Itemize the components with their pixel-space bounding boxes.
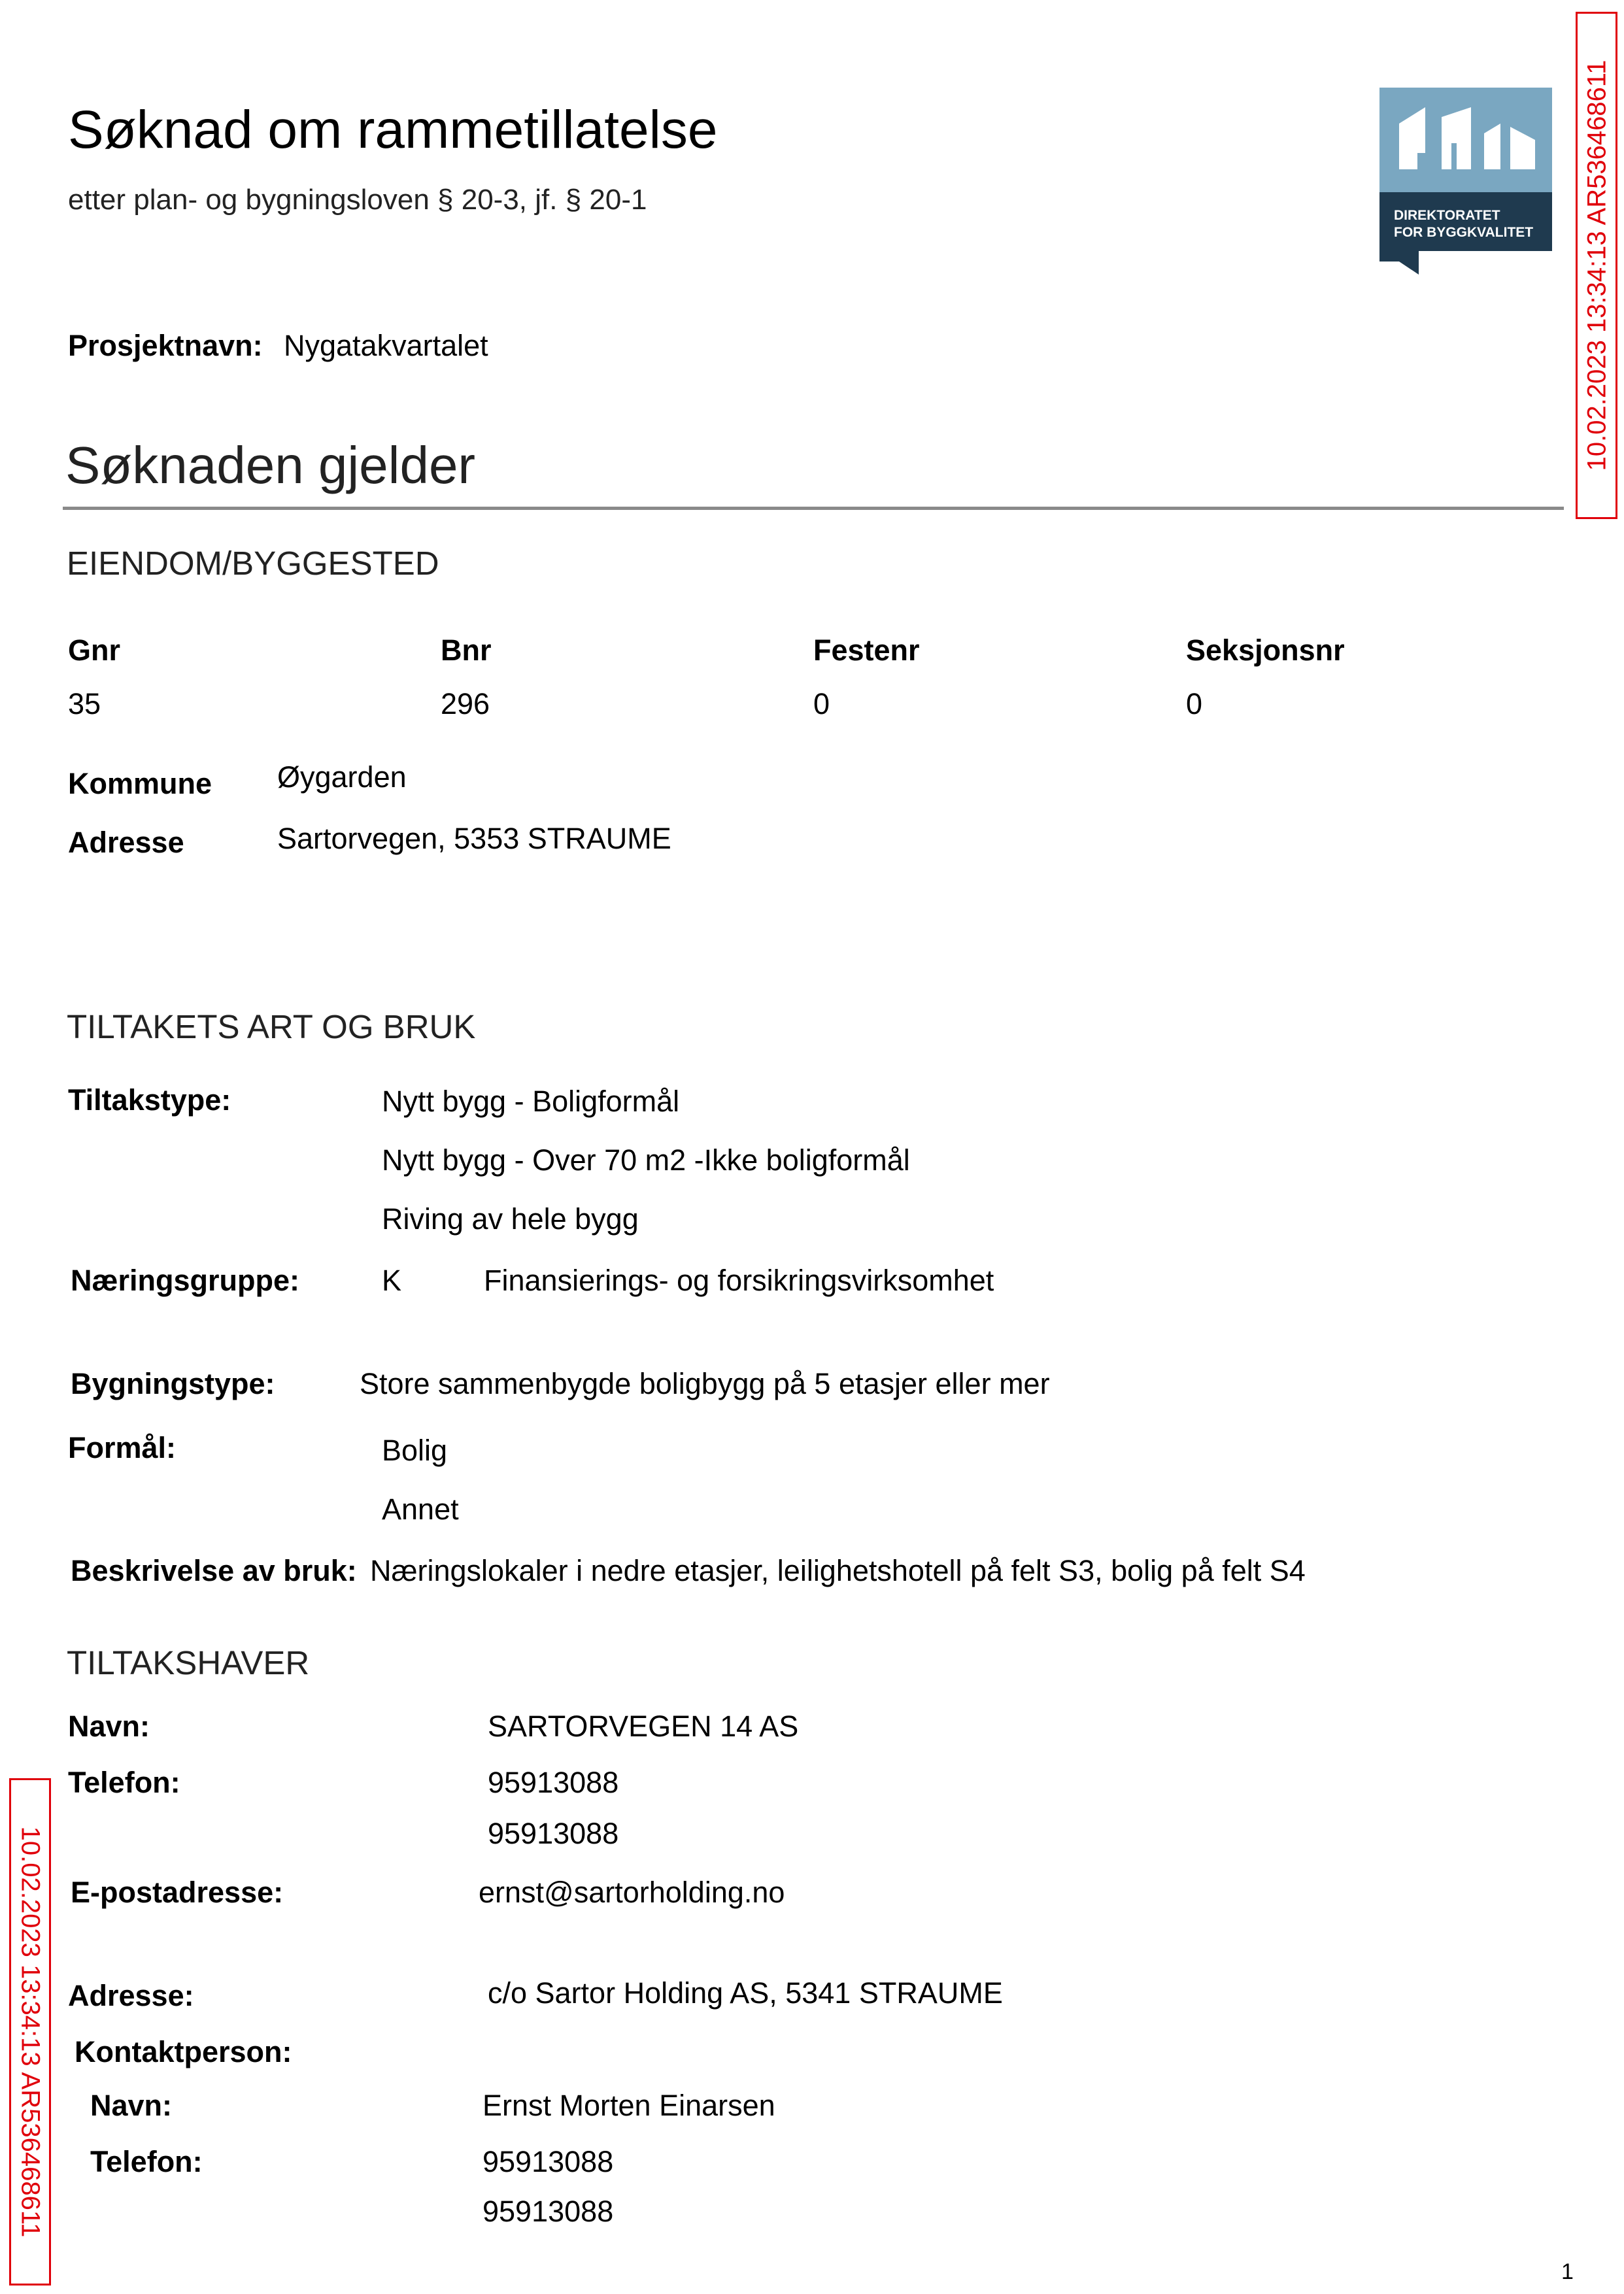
festenr-label: Festenr (813, 633, 920, 667)
bygningstype-value: Store sammenbygde boligbygg på 5 etasjer eller mer (360, 1367, 1050, 1400)
project-value: Nygatakvartalet (284, 329, 488, 362)
tiltakshaver-heading: TILTAKSHAVER (67, 1644, 310, 1681)
tiltakstype-2: Nytt bygg - Over 70 m2 -Ikke boligformål (382, 1143, 910, 1177)
beskrivelse-value: Næringslokaler i nedre etasjer, leilighetshotell på felt S3, bolig på felt S4 (370, 1554, 1306, 1587)
epost-value: ernst@sartorholding.no (479, 1876, 785, 1909)
kontaktperson-label: Kontaktperson: (75, 2035, 292, 2068)
tiltakshaver-adresse-value: c/o Sartor Holding AS, 5341 STRAUME (488, 1976, 1003, 2010)
naeringsgruppe-text: Finansierings- og forsikringsvirksomhet (484, 1264, 994, 1297)
document-subtitle: etter plan- og bygningsloven § 20-3, jf. § 20-1 (68, 184, 647, 216)
formal-1: Bolig (382, 1434, 448, 1467)
adresse-value: Sartorvegen, 5353 STRAUME (277, 822, 671, 855)
kontakt-telefon-label: Telefon: (90, 2145, 203, 2178)
section-divider (63, 507, 1564, 510)
tiltakshaver-telefon-1: 95913088 (488, 1766, 619, 1799)
tiltakshaver-navn-label: Navn: (68, 1710, 150, 1743)
tiltakshaver-adresse-label: Adresse: (68, 1979, 194, 2012)
epost-label: E-postadresse: (71, 1876, 284, 1909)
timestamp-stamp-left: 10.02.2023 13:34:13 AR536468611 (9, 1778, 51, 2286)
gnr-label: Gnr (68, 633, 121, 667)
document-title: Søknad om rammetillatelse (68, 100, 718, 160)
logo-text-line1: DIREKTORATET (1394, 208, 1500, 223)
page-number: 1 (1561, 2259, 1574, 2284)
tiltakstype-label: Tiltakstype: (68, 1083, 231, 1117)
tiltakshaver-telefon-2: 95913088 (488, 1817, 619, 1850)
tiltakshaver-navn-value: SARTORVEGEN 14 AS (488, 1710, 799, 1743)
bygningstype-label: Bygningstype: (71, 1367, 275, 1400)
formal-2: Annet (382, 1493, 459, 1526)
kontakt-telefon-1: 95913088 (482, 2145, 614, 2178)
dibk-logo-icon (1379, 88, 1552, 275)
logo-text-line2: FOR BYGGKVALITET (1394, 225, 1534, 240)
beskrivelse-label: Beskrivelse av bruk: (71, 1554, 357, 1587)
tiltak-heading: TILTAKETS ART OG BRUK (67, 1008, 476, 1045)
timestamp-stamp-top: 10.02.2023 13:34:13 AR536468611 (1576, 12, 1617, 519)
bnr-value: 296 (441, 687, 490, 720)
kontakt-navn-value: Ernst Morten Einarsen (482, 2089, 775, 2122)
seksjonsnr-label: Seksjonsnr (1186, 633, 1345, 667)
section-title: Søknaden gjelder (65, 436, 476, 494)
naeringsgruppe-label: Næringsgruppe: (71, 1264, 300, 1297)
tiltakshaver-telefon-label: Telefon: (68, 1766, 180, 1799)
naeringsgruppe-code: K (382, 1264, 402, 1297)
gnr-value: 35 (68, 687, 101, 720)
kommune-label: Kommune (68, 767, 212, 800)
tiltakstype-3: Riving av hele bygg (382, 1202, 639, 1236)
kontakt-navn-label: Navn: (90, 2089, 173, 2122)
tiltakstype-1: Nytt bygg - Boligformål (382, 1085, 680, 1118)
bnr-label: Bnr (441, 633, 492, 667)
adresse-label: Adresse (68, 826, 184, 859)
kontakt-telefon-2: 95913088 (482, 2195, 614, 2228)
formal-label: Formål: (68, 1431, 177, 1464)
eiendom-heading: EIENDOM/BYGGESTED (67, 545, 439, 582)
kommune-value: Øygarden (277, 760, 407, 794)
project-label: Prosjektnavn: (68, 329, 263, 362)
seksjonsnr-value: 0 (1186, 687, 1203, 720)
festenr-value: 0 (813, 687, 830, 720)
